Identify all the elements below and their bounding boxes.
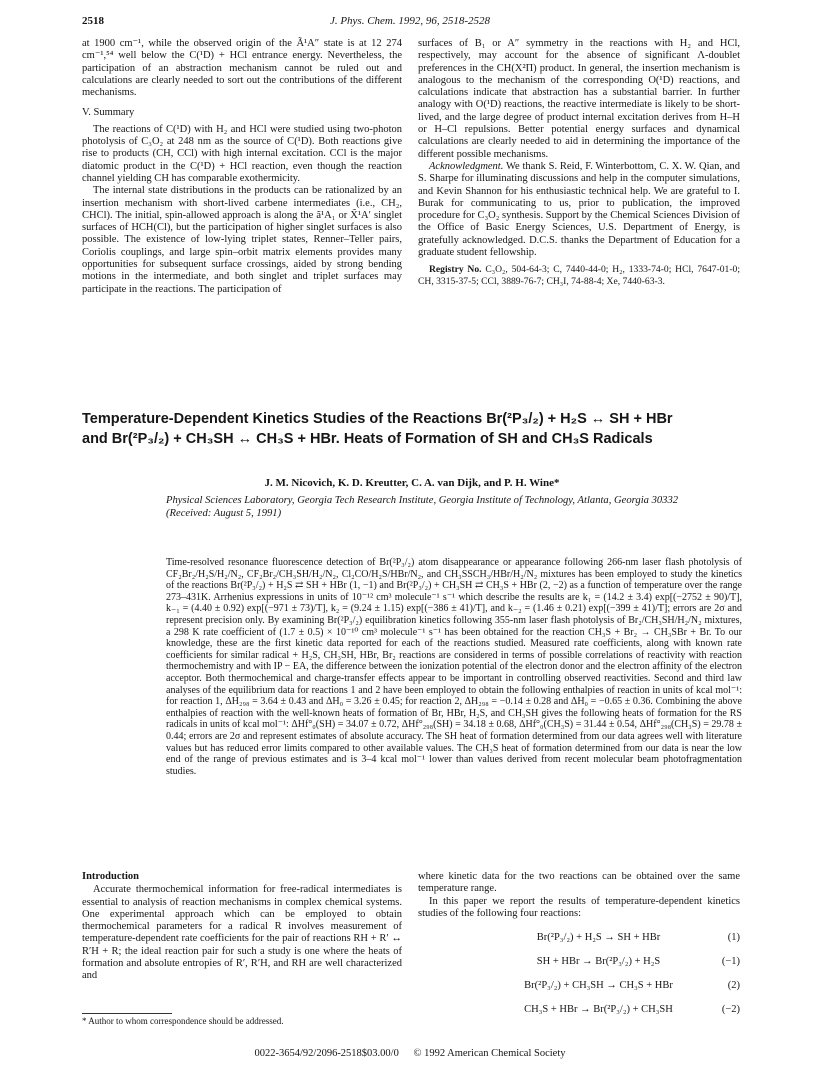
paragraph: In this paper we report the results of temperature-dependent kinetics studies of the following four reactions: xyxy=(418,895,740,919)
equation-text: SH + HBr → Br(²P₃/₂) + H₂S xyxy=(536,956,661,967)
equation-number: (2) xyxy=(727,980,740,991)
introduction-left-column xyxy=(82,871,402,983)
acknowledgment-label: Acknowledgment. xyxy=(429,160,504,172)
previous-article-left-column xyxy=(82,38,402,296)
page-number: 2518 xyxy=(82,15,104,27)
equation-text: Br(²P₃/₂) + H₂S → SH + HBr xyxy=(536,932,661,943)
acknowledgment xyxy=(418,161,740,259)
introduction-right-column xyxy=(418,871,740,920)
equation-text: CH₃S + HBr → Br(²P₃/₂) + CH₃SH xyxy=(524,1004,673,1015)
footer-copyright: © 1992 American Chemical Society xyxy=(413,1048,566,1059)
running-head: J. Phys. Chem. 1992, 96, 2518-2528 xyxy=(329,15,491,27)
previous-article-right-column xyxy=(418,38,740,287)
article-title xyxy=(82,409,752,449)
abstract: Time-resolved resonance fluorescence detection of Br(²P₃/₂) atom disappearance or appearance following 266-nm laser flash photolysis of CF₂Br₂/H₂S/H₂/N₂, CF₂Br₂/CH₃SH/H₂/N₂, Cl₂CO/H₂S/HBr/N₂, and CH₃SSCH₃/HBr/H₂/N₂ mixtures has been employed to study the kinetics of the reactions Br(²P₃/₂) + H₂S ⇄ SH + HBr (1, −1) and Br(²P₃/₂) + CH₃SH ⇄ CH₃S + HBr (2, −2) as a function of temperature over the range 273–431K. Arrhenius expressions in units of 10⁻¹² cm³ molecule⁻¹ s⁻¹ which describe the results are k₁ = (14.2 ± 3.4) exp[(−2752 ± 90)/T], k₋₁ = (4.40 ± 0.92) exp[(−971 ± 73)/T], k₂ = (9.24 ± 1.15) exp[(−386 ± 41)/T], and k₋₂ = (1.46 ± 0.21) exp[(−399 ± 41)/T]; errors are 2σ and represent precision only. By examining Br(²P₃/₂) equilibration kinetics following 355-nm laser flash photolysis of Br₂/CH₃SH/H₂/N₂ mixtures, a 298 K rate coefficient of (1.7 ± 0.5) × 10⁻¹⁰ cm³ molecule⁻¹ s⁻¹ has been obtained for the reaction CH₃S + Br₂ → CH₃SBr + Br. To our knowledge, these are the first kinetic data reported for each of the reactions studied. Measured rate coefficients, along with known rate coefficients for similar radical + H₂S, CH₃SH, HBr, Br₂ reactions are considered in terms of possible correlations of reactivity with reaction thermochemistry and with IP − EA, the difference between the ionization potential of the electron donor and the electron affinity of the electron acceptor. Both thermochemical and charge-transfer effects appear to be important in controlling observed reactivities. Second and third law analyses of the equilibrium data for reactions 1 and 2 have been employed to obtain the following enthalpies of reaction in units of kcal mol⁻¹: for reaction 1, ΔH₂₉₈ = 3.64 ± 0.43 and ΔH₀ = 3.26 ± 0.45; for reaction 2, ΔH₂₉₈ = −0.14 ± 0.28 and ΔH₀ = −0.65 ± 0.36. Combining the above enthalpies of reaction with the well-known heats of formation of Br, HBr, H₂S, and CH₃SH gives the following heats of formation for the RS radicals in units of kcal mol⁻¹: ΔHf°₀(SH) = 34.07 ± 0.72, ΔHf°₂₉₈(SH) = 34.18 ± 0.68, ΔHf°₀(CH₃S) = 31.44 ± 0.54, ΔHf°₂₉₈(CH₃S) = 29.78 ± 0.44; errors are 2σ and represent estimates of absolute accuracy. The SH heat of formation determined from our data agrees well with literature values but has reduced error limits compared to other available values. The CH₃S heat of formation determined from our data is near the low end of the range of previous estimates and is 3–4 kcal mol⁻¹ lower than values derived from recent molecular beam photofragmentation studies. xyxy=(166,557,742,777)
acknowledgment-text: We thank S. Reid, F. Winterbottom, C. X. W. Qian, and S. Sharpe for illuminating discussions and help in the computer simulations, and Kevin Shannon for his enthusiastic technical help. We are grateful to I. Burak for communicating to us, prior to publication, the improved procedure for C₃O₂ synthesis. Support by the Chemical Sciences Division of the Office of Basic Energy Sciences, U.S. Department of Energy, is gratefully acknowledged. D.C.S. thanks the Department of Education for a graduate student fellowship. xyxy=(418,160,740,259)
footer-code: 0022-3654/92/2096-2518$03.00/0 xyxy=(254,1048,399,1059)
paragraph: The internal state distributions in the products can be rationalized by an insertion mechanism with short-lived carbene intermediates (i.e., CH₂, CHCl). The initial, spin-allowed approach is along the ã¹A₁ or X̃¹A′ singlet surfaces of HCH(Cl), but the participation of higher singlet surfaces is also possible. The existence of low-lying triplet states, Renner–Teller pairs, Coriolis couplings, and large spin–orbit matrix elements provides many opportunities for subsequent surface crossings, aided by strong bending motions in the intermediate, and both singlet and triplet surfaces may participate in the reactions. The participation of xyxy=(82,185,402,295)
equation-number: (−1) xyxy=(721,956,740,967)
equation-row xyxy=(486,954,740,978)
paragraph: surfaces of B₁ or A″ symmetry in the reactions with H₂ and HCl, respectively, may account for the absence of significant Λ-doublet preferences in the CH(X²Π) product. In general, the insertion mechanism is analogous to the mechanism of the corresponding O(¹D) reactions, and calculations indicate that abstraction has a substantial barrier. In further analogy with O(¹D) reactions, the reactive intermediate is likely to be short-lived, and the large degree of product internal excitation derives from H–H or H–Cl repulsions. Better potential energy surfaces and dynamical calculations are clearly needed to aid in determining the importance of the different possible mechanisms. xyxy=(418,38,740,160)
page-footer xyxy=(0,1048,820,1059)
equation-row xyxy=(486,1002,740,1026)
equation-row xyxy=(486,978,740,1002)
article-title-line-2: and Br(²P₃/₂) + CH₃SH ↔ CH₃S + HBr. Heats of Formation of SH and CH₃S Radicals xyxy=(82,431,653,447)
section-heading-summary: V. Summary xyxy=(82,107,135,119)
registry-label: Registry No. xyxy=(429,264,482,276)
registry-numbers xyxy=(418,264,740,287)
equation-row xyxy=(486,930,740,954)
paragraph: The reactions of C(¹D) with H₂ and HCl were studied using two-photon photolysis of C₃O₂ at 248 nm as the source of C(¹D). Both reactions give rise to products (CH, CCl) with high internal excitation. CCl is the major diatomic product in the C(¹D) + HCl reaction, even though the reaction channel yielding CH has comparable exothermicity. xyxy=(82,123,402,184)
registry-text: C₃O₂, 504-64-3; C, 7440-44-0; H₂, 1333-74-0; HCl, 7647-01-0; CH, 3315-37-5; CCl, 3889-76-7; CH₃I, 74-88-4; Xe, 7440-63-3. xyxy=(418,264,740,287)
affiliation: Physical Sciences Laboratory, Georgia Tech Research Institute, Georgia Institute of Technology, Atlanta, Georgia 30332 (Received: August 5, 1991) xyxy=(166,495,679,519)
equation-number: (−2) xyxy=(721,1004,740,1015)
equation-text: Br(²P₃/₂) + CH₃SH → CH₃S + HBr xyxy=(524,980,673,991)
equation-number: (1) xyxy=(727,932,740,943)
reaction-equations xyxy=(486,930,740,1026)
paragraph: Accurate thermochemical information for free-radical intermediates is essential to analysis of reaction mechanisms in complex chemical systems. One experimental approach which can be employed to obtain thermochemical parameters for a radical R involves measurement of temperature-dependent rate coefficients for the pair of reactions RH + R′ ↔ R′H + R; the ideal reaction pair for such a study is one where the heats of formation and absolute entropies of R′, R′H, and RH are well characterized and xyxy=(82,884,402,982)
paragraph: where kinetic data for the two reactions can be obtained over the same temperature range. xyxy=(418,871,740,895)
section-heading-introduction: Introduction xyxy=(82,871,139,882)
article-title-line-1: Temperature-Dependent Kinetics Studies of the Reactions Br(²P₃/₂) + H₂S ↔ SH + HBr xyxy=(82,411,673,427)
footnote-divider xyxy=(82,1013,172,1014)
paragraph: at 1900 cm⁻¹, while the observed origin of the Ã¹A″ state is at 12 274 cm⁻¹,⁵⁴ well below the C(¹D) + HCl entrance energy. Nevertheless, the participation of an abstraction mechanism cannot be ruled out and calculations are clearly needed to sort out the contributions of the different mechanisms. xyxy=(82,38,402,99)
footnote: * Author to whom correspondence should be addressed. xyxy=(82,1016,284,1026)
author-list: J. M. Nicovich, K. D. Kreutter, C. A. van Dijk, and P. H. Wine* xyxy=(264,477,560,489)
